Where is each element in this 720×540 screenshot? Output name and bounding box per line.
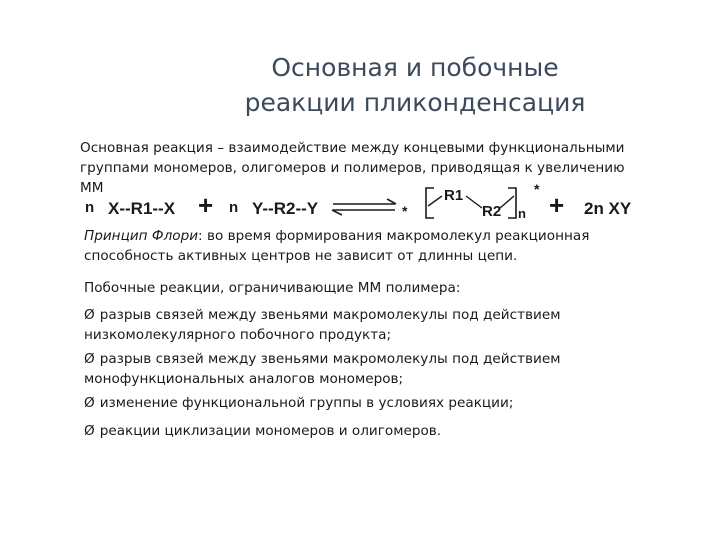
side-reactions-term: Побочные реакции [84, 280, 221, 296]
end-group-star-left: * [402, 203, 408, 219]
bullet-arrow-icon: Ø [84, 351, 95, 367]
plus-sign-1: + [198, 190, 214, 220]
list-item-2-line-1: разрыв связей между звеньями макромолекулы под действием [99, 351, 561, 367]
plus-sign-2: + [549, 190, 565, 220]
main-reaction-paragraph [80, 138, 625, 198]
repeat-unit-r1: R1 [444, 187, 464, 204]
end-group-star-right: * [534, 181, 540, 197]
bullet-arrow-icon: Ø [84, 395, 95, 411]
list-item-1-line-1: разрыв связей между звеньями макромолекулы под действием [99, 307, 561, 323]
flory-principle-paragraph [84, 226, 589, 266]
bullet-arrow-icon: Ø [84, 423, 95, 439]
list-item-4 [84, 421, 560, 441]
bullet-arrow-icon: Ø [84, 307, 95, 323]
flory-definition-start: : во время формирования макромолекул реакционная [198, 228, 590, 244]
byproduct: 2n XY [584, 199, 632, 218]
coefficient-n-1: n [85, 199, 95, 216]
slide-title-line-1: Основная и побочные [271, 53, 559, 82]
degree-of-polymerization-n: n [518, 206, 526, 221]
list-item-3 [84, 393, 560, 413]
slide-title [150, 50, 680, 120]
flory-line-2: способность активных центров не зависит от длинны цепи. [84, 248, 518, 264]
coefficient-n-2: n [229, 199, 239, 216]
list-item-4-text: реакции циклизации мономеров и олигомеров. [99, 423, 442, 439]
main-reaction-line-3: ММ [80, 180, 104, 196]
reactant-2: Y--R2--Y [252, 199, 319, 218]
main-reaction-line-1: Основная реакция – взаимодействие между концевыми функциональными [80, 140, 625, 156]
main-reaction-line-2: группами мономеров, олигомеров и полимеров, приводящая к увеличению [80, 160, 625, 176]
list-item-1-line-2: низкомолекулярного побочного продукта; [84, 327, 392, 343]
list-item-2-line-2: монофункциональных аналогов мономеров; [84, 371, 404, 387]
list-item-3-text: изменение функциональной группы в условиях реакции; [99, 395, 514, 411]
side-reactions-heading [84, 278, 460, 298]
reactant-1: X--R1--X [108, 199, 176, 218]
equilibrium-arrow [332, 199, 396, 215]
slide-title-line-2: реакции пликонденсация [244, 88, 586, 117]
flory-line-1 [84, 226, 589, 246]
side-reactions-list [84, 305, 560, 441]
flory-term: Принцип Флори [84, 228, 199, 244]
list-item-1 [84, 305, 560, 325]
side-reactions-rest: , ограничивающие ММ полимера: [220, 280, 461, 296]
repeat-unit-r2: R2 [482, 203, 502, 220]
list-item-2 [84, 349, 560, 369]
